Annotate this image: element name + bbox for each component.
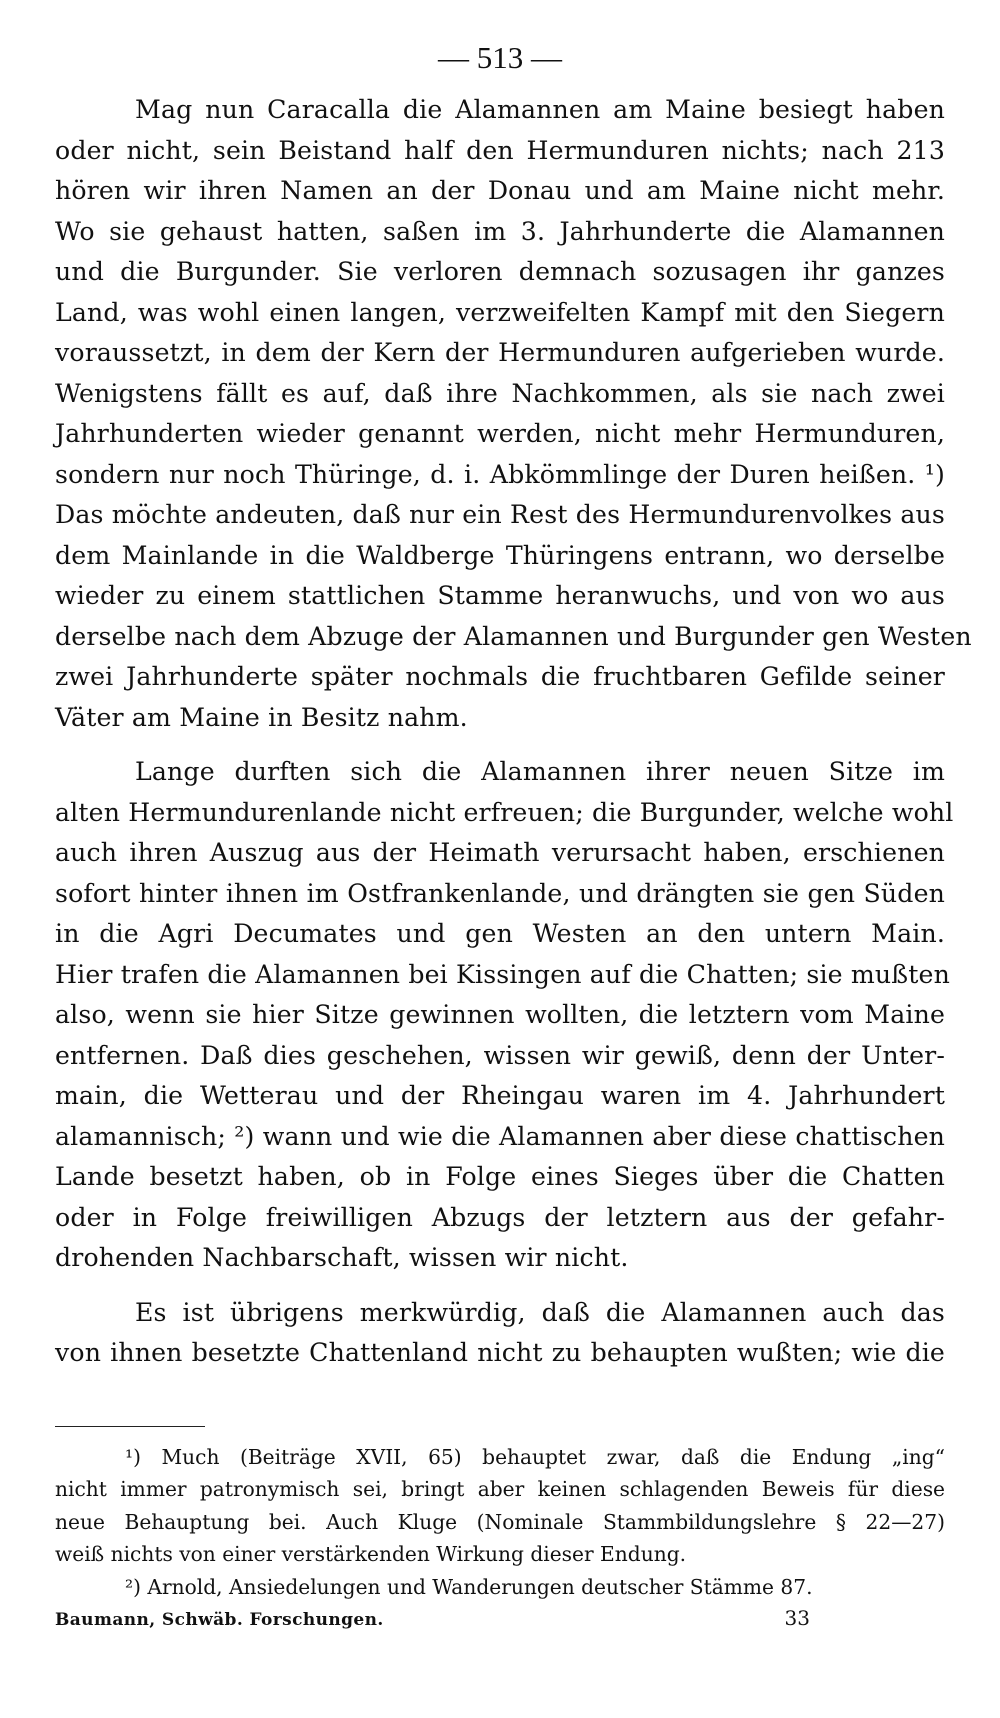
footnote-divider: [55, 1426, 205, 1427]
text-line: oder in Folge freiwilligen Abzugs der letztern aus der gefahr-: [55, 1202, 945, 1232]
footnotes: [55, 1441, 945, 1604]
text-line: Wo sie gehaust hatten, saßen im 3. Jahrhunderte die Alamannen: [55, 216, 945, 246]
page-footer: [55, 1605, 945, 1633]
text-line: Mag nun Caracalla die Alamannen am Maine besiegt haben: [135, 95, 945, 124]
body-text: [55, 90, 972, 1374]
text-line: auch ihren Auszug aus der Heimath verursacht haben, erschienen: [55, 838, 945, 867]
footnote-line: ²) Arnold, Ansiedelungen und Wanderungen deutscher Stämme 87.: [125, 1574, 813, 1599]
text-line: Hier trafen die Alamannen bei Kissingen auf die Chatten; sie mußten: [55, 959, 950, 989]
footnote-line: ¹) Much (Beiträge XVII, 65) behauptet zwar, daß die Endung „ing“: [125, 1444, 945, 1469]
printer-signature: Baumann, Schwäb. Forschungen.: [55, 1610, 384, 1630]
text-line: main, die Wetterau und der Rheingau waren im 4. Jahrhundert: [55, 1081, 945, 1110]
text-line: in die Agri Decumates und gen Westen an den untern Main.: [55, 919, 945, 948]
text-line: Wenigstens fällt es auf, daß ihre Nachkommen, als sie nach zwei: [55, 378, 945, 408]
text-line: Lande besetzt haben, ob in Folge eines Sieges über die Chatten: [55, 1162, 945, 1191]
text-line: Lange durften sich die Alamannen ihrer neuen Sitze im: [135, 757, 945, 786]
text-line: also, wenn sie hier Sitze gewinnen wollten, die letztern vom Maine: [55, 1000, 945, 1029]
text-line: von ihnen besetzte Chattenland nicht zu behaupten wußten; wie die: [55, 1338, 945, 1367]
text-line: Väter am Maine in Besitz nahm.: [55, 702, 468, 732]
text-line: zwei Jahrhunderte später nochmals die fruchtbaren Gefilde seiner: [55, 662, 945, 691]
text-line: Jahrhunderten wieder genannt werden, nicht mehr Hermunduren,: [55, 419, 945, 448]
footnote-line: nicht immer patronymisch sei, bringt aber keinen schlagenden Beweis für diese: [55, 1477, 945, 1501]
text-line: entfernen. Daß dies geschehen, wissen wir gewiß, denn der Unter-: [55, 1040, 945, 1070]
footnote-1: [55, 1441, 945, 1571]
text-line: alten Hermundurenlande nicht erfreuen; die Burgunder, welche wohl: [55, 797, 954, 827]
footnote-line: neue Behauptung bei. Auch Kluge (Nominale Stammbildungslehre § 22—27): [55, 1509, 945, 1534]
footnote-2: [55, 1571, 945, 1604]
text-line: sofort hinter ihnen im Ostfrankenlande, und drängten sie gen Süden: [55, 878, 945, 908]
text-line: Land, was wohl einen langen, verzweifelten Kampf mit den Siegern: [55, 297, 945, 327]
sheet-number: 33: [784, 1606, 810, 1630]
text-line: sondern nur noch Thüringe, d. i. Abkömmlinge der Duren heißen. ¹): [55, 459, 945, 489]
paragraph: [55, 90, 972, 738]
text-line: Das möchte andeuten, daß nur ein Rest des Hermundurenvolkes aus: [55, 500, 945, 529]
text-line: drohenden Nachbarschaft, wissen wir nicht.: [55, 1243, 629, 1272]
text-line: hören wir ihren Namen an der Donau und am Maine nicht mehr.: [55, 176, 945, 205]
text-line: oder nicht, sein Beistand half den Hermunduren nichts; nach 213: [55, 135, 945, 165]
text-line: derselbe nach dem Abzuge der Alamannen und Burgunder gen Westen: [55, 621, 972, 651]
paragraph: [55, 1293, 945, 1374]
text-line: alamannisch; ²) wann und wie die Alamannen aber diese chattischen: [55, 1121, 945, 1151]
footnote-line: weiß nichts von einer verstärkenden Wirkung dieser Endung.: [55, 1542, 687, 1566]
text-line: wieder zu einem stattlichen Stamme heranwuchs, und von wo aus: [55, 581, 945, 610]
text-line: und die Burgunder. Sie verloren demnach sozusagen ihr ganzes: [55, 257, 945, 286]
text-line: voraussetzt, in dem der Kern der Hermunduren aufgerieben wurde.: [55, 338, 945, 367]
text-line: dem Mainlande in die Waldberge Thüringens entrann, wo derselbe: [55, 540, 945, 570]
paragraph: [55, 752, 954, 1279]
page-number: — 513 —: [438, 40, 562, 75]
text-line: Es ist übrigens merkwürdig, daß die Alamannen auch das: [135, 1297, 945, 1327]
